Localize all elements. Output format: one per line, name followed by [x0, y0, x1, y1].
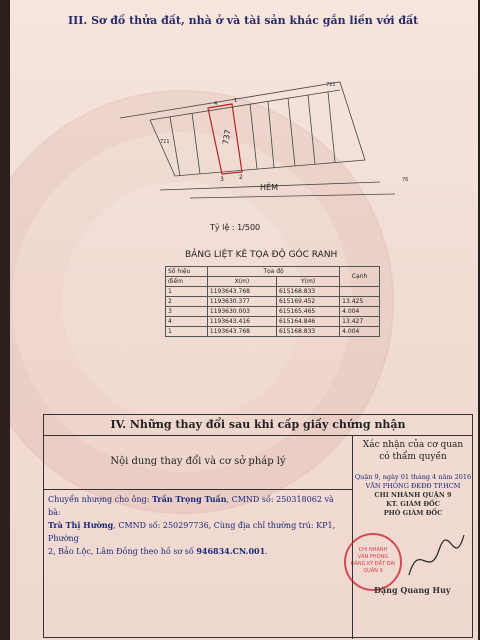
head-canh: Cạnh [340, 267, 380, 287]
label-737: 737 [221, 128, 233, 146]
section4-box [43, 414, 473, 638]
point-1: 1 [234, 98, 238, 104]
head-y: Y(m) [276, 277, 339, 287]
confirm-office: VĂN PHÒNG ĐKĐĐ TP.HCM [365, 482, 461, 490]
head-toa-do: Tọa độ [207, 267, 339, 277]
label-721-left: 721 [160, 139, 170, 145]
signer-name: Đặng Quang Huy [374, 585, 451, 595]
head-diem: điểm [166, 277, 208, 287]
coordinate-table-title: BẢNG LIỆT KÊ TỌA ĐỘ GÓC RANH [185, 250, 338, 260]
document-page [10, 0, 478, 640]
confirm-kt: KT. GIÁM ĐỐC [386, 500, 440, 508]
buyer-name-1: Trần Trọng Tuấn [151, 494, 227, 504]
table-row: 1 1193643.768 615168.833 4.004 [166, 327, 380, 337]
head-x: X(m) [207, 277, 276, 287]
point-2: 2 [239, 174, 243, 181]
coordinate-table [165, 266, 380, 337]
label-721-top: 721 [326, 82, 336, 88]
head-so-hieu: Số hiệu [166, 267, 208, 277]
point-3: 3 [220, 176, 224, 183]
table-row: 1 1193643.768 615168.833 [166, 287, 380, 297]
confirm-deputy: PHÓ GIÁM ĐỐC [383, 509, 443, 517]
change-content-header: Nội dung thay đổi và cơ sở pháp lý [44, 435, 353, 490]
table-row: 4 1193643.416 615164.846 13.427 [166, 317, 380, 327]
table-row: 2 1193630.377 615169.452 13.425 [166, 297, 380, 307]
official-seal: CHI NHÁNH VĂN PHÒNG ĐĂNG KÝ ĐẤT ĐAI QUẬN 9 [344, 533, 402, 591]
section4-title: IV. Những thay đổi sau khi cấp giấy chứng nhận [44, 415, 472, 436]
section3-title: III. Sơ đồ thửa đất, nhà ở và tài sản khác gắn liền với đất [68, 14, 419, 27]
scale-label: Tỷ lệ : 1/500 [210, 223, 261, 232]
confirm-branch: CHI NHÁNH QUẬN 9 [374, 491, 452, 499]
signature-mark [404, 530, 469, 585]
authority-confirm-block [354, 473, 472, 518]
buyer-name-2: Trà Thị Hường [48, 520, 114, 530]
land-plot-diagram [10, 0, 478, 220]
authority-confirm-header: Xác nhận của cơ quan có thẩm quyền [362, 440, 464, 462]
table-row: 3 1193630.003 615165.465 4.004 [166, 307, 380, 317]
label-76: 76 [402, 177, 409, 183]
dossier-code: 946834.CN.001 [196, 546, 266, 556]
label-hem: HẺM [260, 183, 278, 192]
change-content-text: Chuyển nhượng cho ông: Trần Trọng Tuấn, CMND số: 250318062 và bà: Trà Thị Hường, CMND số: 250297736, Cùng địa chỉ thường trú: KP1, Phường 2, Bảo Lộc, Lâm Đồng theo hồ sơ số 946834.CN.001. [48, 494, 336, 556]
point-4: 4 [214, 101, 218, 107]
confirm-date: Quận 9, ngày 01 tháng 4 năm 2016 [354, 473, 472, 481]
